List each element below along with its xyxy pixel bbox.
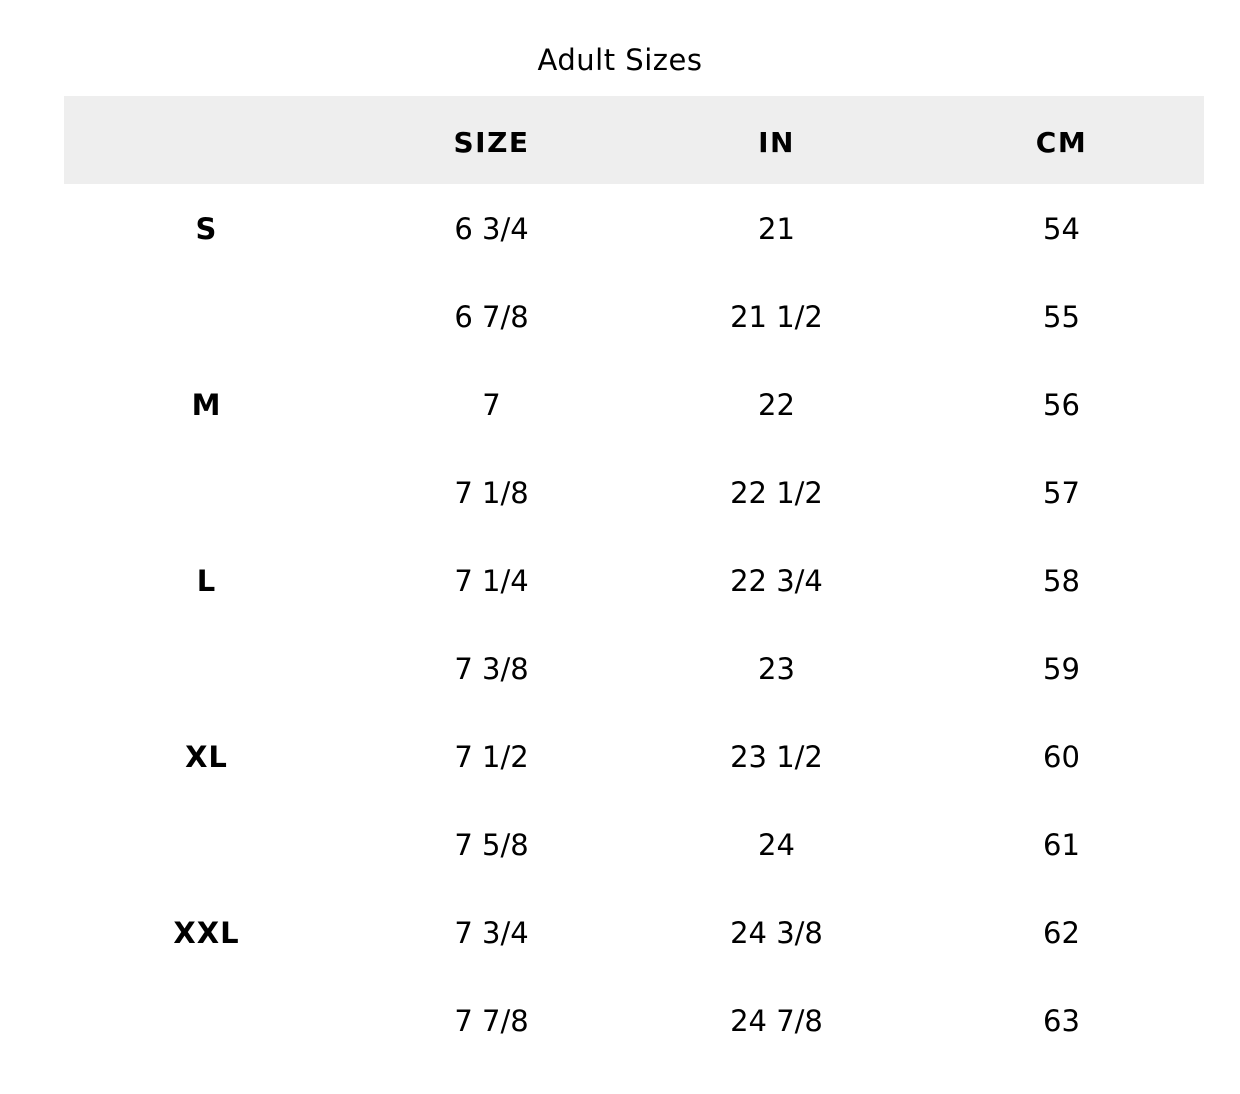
cm-value: 60: [1043, 740, 1080, 774]
cm-value: 55: [1043, 300, 1080, 334]
table-row: [64, 272, 1204, 360]
header-cm: CM: [1035, 125, 1088, 159]
inch-value: 22 3/4: [730, 564, 823, 598]
table-row: [64, 360, 1204, 448]
inch-value: 22 1/2: [730, 476, 823, 510]
size-label: XL: [185, 740, 228, 774]
table-row: [64, 800, 1204, 888]
inch-value: 22: [758, 388, 795, 422]
size-label: [64, 448, 349, 536]
inch-value: 21 1/2: [730, 300, 823, 334]
header-label-column: [64, 96, 349, 184]
size-label: L: [196, 564, 217, 598]
size-value: 7 3/8: [454, 652, 529, 686]
cm-value: 56: [1043, 388, 1080, 422]
size-label: [64, 624, 349, 712]
size-value: 7: [482, 388, 501, 422]
size-value: 7 1/8: [454, 476, 529, 510]
table-row: [64, 536, 1204, 624]
inch-value: 21: [758, 212, 795, 246]
size-label: [64, 976, 349, 1064]
cm-value: 61: [1043, 828, 1080, 862]
size-value: 6 3/4: [454, 212, 529, 246]
size-value: 7 3/4: [454, 916, 529, 950]
inch-value: 23 1/2: [730, 740, 823, 774]
size-value: 7 7/8: [454, 1004, 529, 1038]
size-label: [64, 800, 349, 888]
inch-value: 23: [758, 652, 795, 686]
table-row: [64, 888, 1204, 976]
cm-value: 62: [1043, 916, 1080, 950]
cm-value: 63: [1043, 1004, 1080, 1038]
table-row: [64, 184, 1204, 272]
size-chart-table: [64, 96, 1204, 1064]
size-value: 6 7/8: [454, 300, 529, 334]
size-label: XXL: [173, 916, 240, 950]
table-header: [64, 96, 1204, 184]
inch-value: 24 7/8: [730, 1004, 823, 1038]
table-row: [64, 976, 1204, 1064]
size-label: M: [191, 388, 222, 422]
size-label: S: [195, 212, 218, 246]
cm-value: 58: [1043, 564, 1080, 598]
header-row: [64, 96, 1204, 184]
size-label: [64, 272, 349, 360]
page-title: Adult Sizes: [537, 43, 703, 77]
inch-value: 24 3/8: [730, 916, 823, 950]
header-size: SIZE: [453, 125, 530, 159]
cm-value: 59: [1043, 652, 1080, 686]
cm-value: 57: [1043, 476, 1080, 510]
table-body: [64, 184, 1204, 1064]
table-row: [64, 712, 1204, 800]
cm-value: 54: [1043, 212, 1080, 246]
table-row: [64, 448, 1204, 536]
size-value: 7 1/4: [454, 564, 529, 598]
table-row: [64, 624, 1204, 712]
inch-value: 24: [758, 828, 795, 862]
size-value: 7 1/2: [454, 740, 529, 774]
size-value: 7 5/8: [454, 828, 529, 862]
header-in: IN: [758, 125, 795, 159]
